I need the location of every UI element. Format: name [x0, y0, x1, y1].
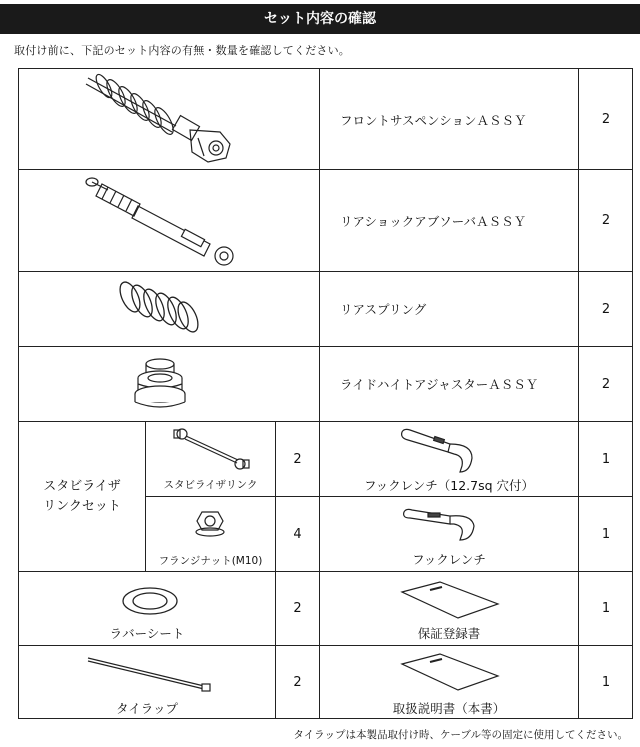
rear-spring-name: リアスプリング — [340, 302, 427, 317]
stabilizer-link-set-title — [19, 422, 145, 571]
hook-wrench-hole-name: フックレンチ（12.7sq 穴付） — [363, 478, 535, 493]
warranty-card-name: 保証登録書 — [417, 626, 481, 641]
instruction-text: 取付け前に、下記のセット内容の有無・数量を確認してください。 — [14, 44, 350, 57]
hook-wrench-hole-illustration — [398, 426, 478, 476]
ride-height-adjuster-qty: 2 — [601, 376, 611, 392]
stabilizer-link-name: スタビライザリンク — [163, 478, 258, 491]
front-suspension-qty: 2 — [601, 112, 611, 127]
rubber-sheet-qty: 2 — [293, 601, 302, 616]
tie-wrap-illustration — [84, 654, 214, 694]
tie-wrap-name: タイラップ — [115, 701, 178, 716]
rubber-sheet-illustration — [120, 585, 180, 617]
hook-wrench-qty: 1 — [601, 526, 611, 542]
hook-wrench-name: フックレンチ — [412, 552, 486, 567]
hook-wrench-hole-qty: 1 — [601, 451, 611, 467]
stabilizer-link-qty: 2 — [293, 451, 302, 467]
hook-wrench-illustration — [400, 504, 480, 546]
manual-name: 取扱説明書（本書） — [392, 701, 506, 716]
rear-shock-qty: 2 — [601, 213, 611, 228]
tie-wrap-qty: 2 — [293, 675, 302, 690]
flange-nut-illustration — [194, 508, 226, 538]
footnote: タイラップは本製品取付け時、ケーブル等の固定に使用してください。 — [293, 729, 628, 741]
rear-spring-illustration — [116, 277, 202, 339]
stabilizer-link-set-title-line2: リンクセット — [43, 498, 121, 514]
rear-shock-name: リアショックアブソーバＡＳＳＹ — [340, 213, 527, 229]
stabilizer-link-set-title-line1: スタビライザ — [43, 478, 121, 494]
warranty-card-illustration — [400, 580, 500, 620]
front-suspension-name: フロントサスペンションＡＳＳＹ — [340, 112, 527, 128]
warranty-card-qty: 1 — [601, 601, 611, 616]
manual-illustration — [400, 652, 500, 692]
ride-height-adjuster-name: ライドハイトアジャスターＡＳＳＹ — [340, 377, 539, 392]
front-suspension-illustration — [80, 72, 240, 168]
rear-shock-illustration — [78, 172, 242, 270]
stabilizer-link-illustration — [172, 426, 252, 474]
manual-qty: 1 — [601, 675, 611, 690]
ride-height-adjuster-illustration — [130, 354, 190, 414]
rear-spring-qty: 2 — [601, 301, 611, 317]
flange-nut-qty: 4 — [293, 526, 302, 542]
page-header: セット内容の確認 — [0, 4, 640, 34]
flange-nut-name: フランジナット(M10) — [158, 554, 263, 567]
rubber-sheet-name: ラバーシート — [109, 626, 185, 641]
